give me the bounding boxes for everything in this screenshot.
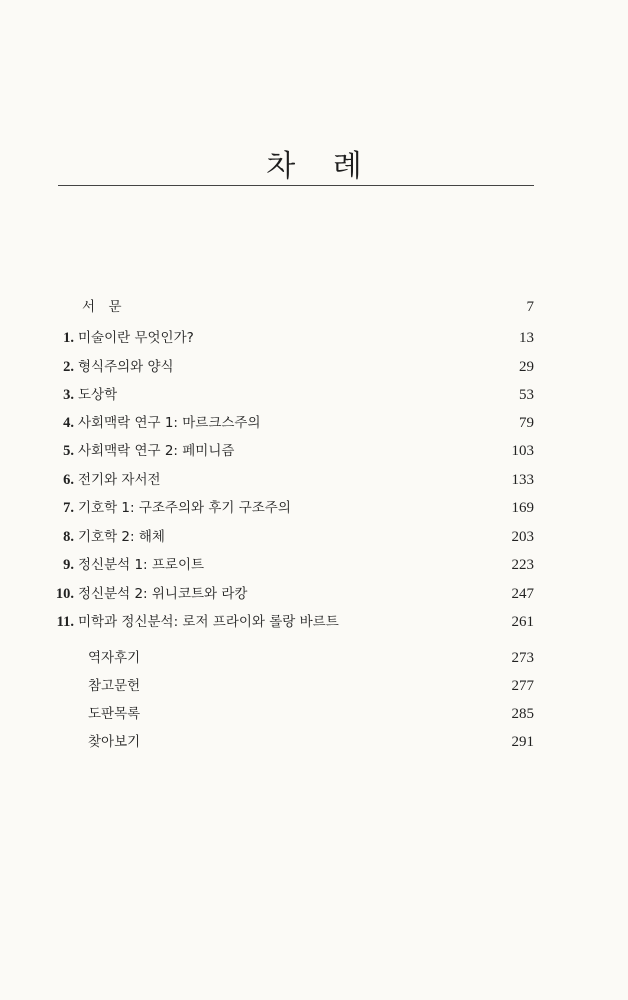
chapter-number: 4.: [63, 415, 74, 431]
toc-entry-page: 291: [511, 734, 534, 750]
toc-entry-label: 미술이란 무엇인가?: [78, 330, 194, 346]
chapter-number: 9.: [63, 557, 74, 573]
chapter-number: 8.: [63, 529, 74, 545]
toc-entry-page: 79: [519, 415, 534, 431]
toc-entry-backmatter[interactable]: [0, 702, 628, 726]
toc-entry-page: 29: [519, 359, 534, 375]
chapter-number: 6.: [63, 472, 74, 488]
toc-entry-label: 찾아보기: [88, 734, 141, 750]
toc-entry-chapter-7[interactable]: [0, 496, 628, 520]
toc-entry-backmatter[interactable]: [0, 674, 628, 698]
toc-entry-page: 7: [526, 299, 534, 315]
toc-entry-chapter-1[interactable]: [0, 326, 628, 350]
chapter-number: 1.: [63, 330, 74, 346]
toc-entry-label: 전기와 자서전: [78, 472, 161, 488]
toc-entry-page: 261: [511, 614, 534, 630]
chapter-number: 10.: [55, 586, 74, 602]
title-rule: [58, 185, 534, 186]
toc-entry-page: 203: [511, 529, 534, 545]
page-title: 차 례: [266, 149, 376, 184]
toc-entry-label: 사회맥락 연구 2: 페미니즘: [78, 443, 235, 459]
toc-entry-label: 도판목록: [88, 706, 141, 722]
toc-entry-page: 53: [519, 387, 534, 403]
chapter-number: 3.: [63, 387, 74, 403]
toc-entry-label: 도상학: [78, 387, 118, 403]
toc-entry-page: 133: [511, 472, 534, 488]
toc-entry-page: 103: [511, 443, 534, 459]
toc-entry-label: 정신분석 1: 프로이트: [78, 557, 205, 573]
toc-entry-label: 서 문: [82, 299, 122, 315]
chapter-number: 7.: [63, 500, 74, 516]
chapter-number: 2.: [63, 359, 74, 375]
toc-entry-page: 223: [511, 557, 534, 573]
toc-entry-page: 169: [511, 500, 534, 516]
toc-entry-page: 13: [519, 330, 534, 346]
toc-entry-label: 정신분석 2: 위니코트와 라캉: [78, 586, 248, 602]
toc-entry-backmatter[interactable]: [0, 730, 628, 754]
toc-entry-chapter-2[interactable]: [0, 355, 628, 379]
toc-entry-chapter-10[interactable]: [0, 582, 628, 606]
toc-entry-label: 형식주의와 양식: [78, 359, 174, 375]
toc-entry-label: 기호학 2: 해체: [78, 529, 165, 545]
toc-entry-chapter-8[interactable]: [0, 525, 628, 549]
toc-entry-label: 참고문헌: [88, 678, 141, 694]
chapter-number: 11.: [56, 614, 74, 630]
toc-entry-page: 277: [511, 678, 534, 694]
toc-entry-chapter-5[interactable]: [0, 439, 628, 463]
toc-entry-page: 247: [511, 586, 534, 602]
toc-entry-preface[interactable]: [0, 295, 628, 319]
toc-entry-page: 273: [511, 650, 534, 666]
toc-entry-label: 역자후기: [88, 650, 141, 666]
toc-entry-label: 사회맥락 연구 1: 마르크스주의: [78, 415, 261, 431]
chapter-number: 5.: [63, 443, 74, 459]
toc-entry-chapter-11[interactable]: [0, 610, 628, 634]
toc-entry-page: 285: [511, 706, 534, 722]
toc-entry-backmatter[interactable]: [0, 646, 628, 670]
toc-entry-chapter-6[interactable]: [0, 468, 628, 492]
toc-entry-label: 기호학 1: 구조주의와 후기 구조주의: [78, 500, 291, 516]
toc-entry-chapter-9[interactable]: [0, 553, 628, 577]
toc-entry-label: 미학과 정신분석: 로저 프라이와 롤랑 바르트: [78, 614, 339, 630]
toc-entry-chapter-4[interactable]: [0, 411, 628, 435]
toc-entry-chapter-3[interactable]: [0, 383, 628, 407]
